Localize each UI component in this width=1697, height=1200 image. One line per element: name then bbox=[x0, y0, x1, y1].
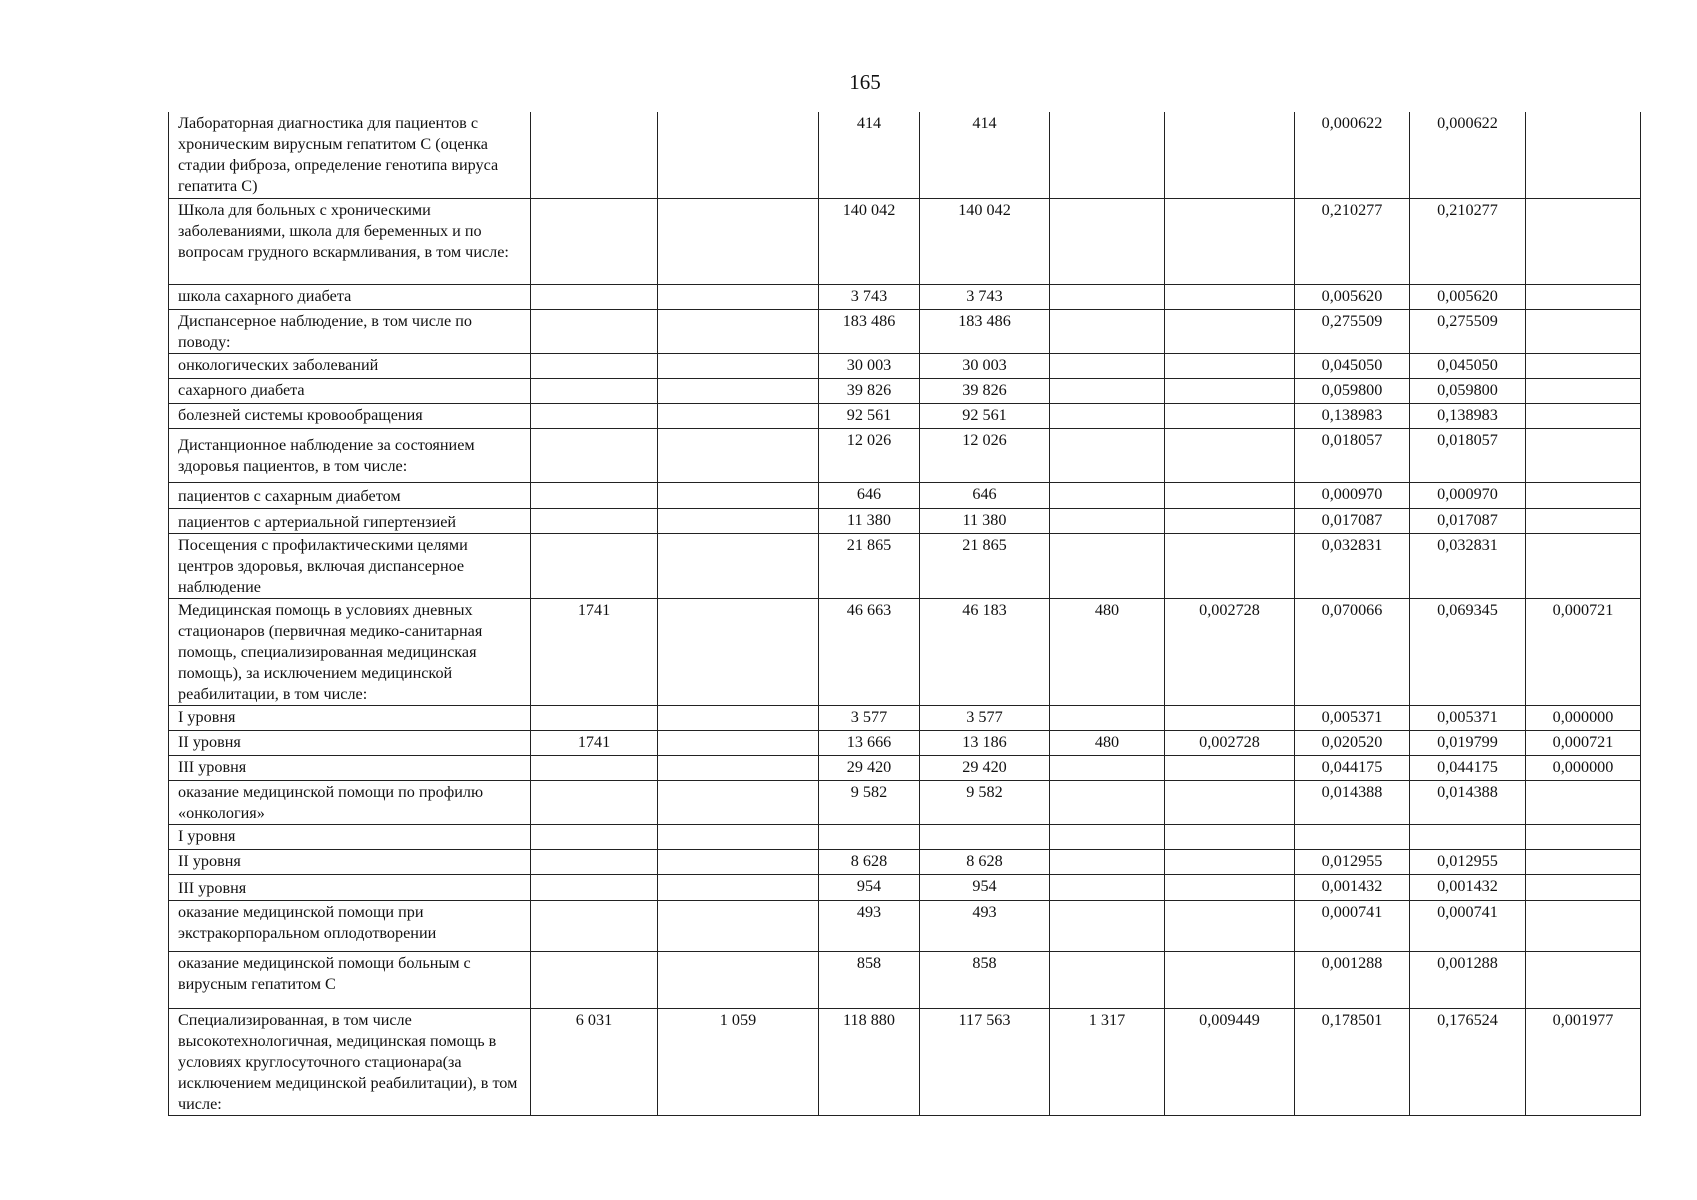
table-row bbox=[169, 482, 1641, 508]
cell bbox=[531, 403, 658, 428]
cell: 414 bbox=[920, 112, 1050, 198]
cell: 0,000741 bbox=[1295, 900, 1410, 951]
cell: 480 bbox=[1050, 730, 1165, 755]
cell bbox=[658, 874, 819, 900]
cell bbox=[1526, 508, 1641, 533]
cell bbox=[1165, 482, 1295, 508]
cell: 0,000000 bbox=[1526, 755, 1641, 780]
cell bbox=[819, 824, 920, 849]
cell: 0,014388 bbox=[1295, 780, 1410, 824]
cell: 0,005620 bbox=[1295, 284, 1410, 309]
cell bbox=[658, 900, 819, 951]
cell: 0,000622 bbox=[1410, 112, 1526, 198]
cell bbox=[1050, 353, 1165, 378]
table-row bbox=[169, 900, 1641, 951]
cell bbox=[1050, 482, 1165, 508]
cell bbox=[531, 378, 658, 403]
table-row bbox=[169, 598, 1641, 705]
cell bbox=[658, 403, 819, 428]
cell bbox=[1165, 112, 1295, 198]
cell: 9 582 bbox=[819, 780, 920, 824]
cell bbox=[1165, 874, 1295, 900]
cell bbox=[658, 508, 819, 533]
cell: 140 042 bbox=[819, 198, 920, 284]
cell bbox=[1526, 428, 1641, 482]
cell bbox=[1526, 353, 1641, 378]
cell: 0,044175 bbox=[1410, 755, 1526, 780]
cell: 0,045050 bbox=[1410, 353, 1526, 378]
cell bbox=[658, 198, 819, 284]
cell bbox=[531, 198, 658, 284]
cell bbox=[1410, 824, 1526, 849]
cell bbox=[1165, 428, 1295, 482]
row-label: болезней системы кровообращения bbox=[169, 403, 531, 428]
row-label: Медицинская помощь в условиях дневных стационаров (первичная медико-санитарная помощь, специализированная медицинская помощь), за исключением медицинской реабилитации, в том числе: bbox=[169, 598, 531, 705]
row-label: II уровня bbox=[169, 849, 531, 874]
cell: 646 bbox=[920, 482, 1050, 508]
cell: 12 026 bbox=[920, 428, 1050, 482]
cell: 0,059800 bbox=[1410, 378, 1526, 403]
cell: 0,019799 bbox=[1410, 730, 1526, 755]
cell: 11 380 bbox=[920, 508, 1050, 533]
cell bbox=[658, 353, 819, 378]
cell: 0,000970 bbox=[1295, 482, 1410, 508]
cell bbox=[658, 755, 819, 780]
cell bbox=[1526, 849, 1641, 874]
table-row bbox=[169, 198, 1641, 284]
cell bbox=[1526, 112, 1641, 198]
table-row bbox=[169, 284, 1641, 309]
cell bbox=[531, 533, 658, 598]
cell: 0,000721 bbox=[1526, 598, 1641, 705]
cell: 0,001288 bbox=[1410, 951, 1526, 1008]
cell: 13 666 bbox=[819, 730, 920, 755]
cell bbox=[1165, 951, 1295, 1008]
cell: 954 bbox=[819, 874, 920, 900]
cell: 646 bbox=[819, 482, 920, 508]
table-row bbox=[169, 755, 1641, 780]
row-label: оказание медицинской помощи больным с вирусным гепатитом С bbox=[169, 951, 531, 1008]
table-row bbox=[169, 705, 1641, 730]
cell: 3 577 bbox=[819, 705, 920, 730]
cell bbox=[658, 951, 819, 1008]
cell: 0,044175 bbox=[1295, 755, 1410, 780]
table-row bbox=[169, 309, 1641, 353]
cell: 0,059800 bbox=[1295, 378, 1410, 403]
cell: 8 628 bbox=[920, 849, 1050, 874]
cell bbox=[531, 482, 658, 508]
cell: 13 186 bbox=[920, 730, 1050, 755]
cell: 0,014388 bbox=[1410, 780, 1526, 824]
cell bbox=[531, 508, 658, 533]
cell: 0,032831 bbox=[1410, 533, 1526, 598]
cell bbox=[1050, 378, 1165, 403]
cell bbox=[1050, 755, 1165, 780]
cell: 0,210277 bbox=[1295, 198, 1410, 284]
cell: 118 880 bbox=[819, 1008, 920, 1115]
cell bbox=[1526, 900, 1641, 951]
cell: 0,001432 bbox=[1295, 874, 1410, 900]
row-label: сахарного диабета bbox=[169, 378, 531, 403]
cell: 0,275509 bbox=[1410, 309, 1526, 353]
cell: 1741 bbox=[531, 598, 658, 705]
row-label: онкологических заболеваний bbox=[169, 353, 531, 378]
cell bbox=[531, 874, 658, 900]
cell bbox=[1295, 824, 1410, 849]
cell: 0,001288 bbox=[1295, 951, 1410, 1008]
cell: 39 826 bbox=[819, 378, 920, 403]
cell bbox=[1526, 378, 1641, 403]
cell: 0,178501 bbox=[1295, 1008, 1410, 1115]
cell bbox=[1050, 428, 1165, 482]
cell: 3 577 bbox=[920, 705, 1050, 730]
row-label: пациентов с сахарным диабетом bbox=[169, 482, 531, 508]
cell: 11 380 bbox=[819, 508, 920, 533]
cell bbox=[531, 284, 658, 309]
cell: 0,069345 bbox=[1410, 598, 1526, 705]
row-label: Школа для больных с хроническими заболеваниями, школа для беременных и по вопросам грудного вскармливания, в том числе: bbox=[169, 198, 531, 284]
cell bbox=[1526, 482, 1641, 508]
row-label: III уровня bbox=[169, 755, 531, 780]
cell bbox=[1526, 824, 1641, 849]
cell bbox=[658, 598, 819, 705]
cell: 21 865 bbox=[819, 533, 920, 598]
table-row bbox=[169, 533, 1641, 598]
cell: 0,045050 bbox=[1295, 353, 1410, 378]
cell bbox=[1526, 403, 1641, 428]
cell bbox=[1050, 284, 1165, 309]
row-label: Специализированная, в том числе высокотехнологичная, медицинская помощь в условиях круглосуточного стационара(за исключением медицинской реабилитации), в том числе: bbox=[169, 1008, 531, 1115]
cell bbox=[531, 951, 658, 1008]
table-row bbox=[169, 849, 1641, 874]
cell bbox=[1050, 403, 1165, 428]
cell bbox=[531, 428, 658, 482]
cell: 0,020520 bbox=[1295, 730, 1410, 755]
cell bbox=[1165, 705, 1295, 730]
cell bbox=[1165, 198, 1295, 284]
cell bbox=[1050, 849, 1165, 874]
cell bbox=[1050, 198, 1165, 284]
cell: 30 003 bbox=[920, 353, 1050, 378]
table-row bbox=[169, 824, 1641, 849]
table-row bbox=[169, 730, 1641, 755]
table-row bbox=[169, 378, 1641, 403]
cell: 183 486 bbox=[920, 309, 1050, 353]
cell bbox=[1050, 780, 1165, 824]
cell bbox=[658, 428, 819, 482]
cell: 29 420 bbox=[819, 755, 920, 780]
cell: 0,000000 bbox=[1526, 705, 1641, 730]
cell: 39 826 bbox=[920, 378, 1050, 403]
row-label: Посещения с профилактическими целями центров здоровья, включая диспансерное наблюдение bbox=[169, 533, 531, 598]
cell bbox=[1526, 284, 1641, 309]
table-row bbox=[169, 508, 1641, 533]
cell bbox=[658, 780, 819, 824]
cell: 1 317 bbox=[1050, 1008, 1165, 1115]
cell: 493 bbox=[920, 900, 1050, 951]
cell bbox=[1050, 824, 1165, 849]
table-row bbox=[169, 112, 1641, 198]
table-row bbox=[169, 353, 1641, 378]
row-label: Лабораторная диагностика для пациентов с хроническим вирусным гепатитом С (оценка стадии фиброза, определение генотипа вируса гепатита С) bbox=[169, 112, 531, 198]
cell bbox=[531, 309, 658, 353]
cell bbox=[658, 284, 819, 309]
cell bbox=[658, 849, 819, 874]
cell bbox=[1526, 780, 1641, 824]
cell: 0,000741 bbox=[1410, 900, 1526, 951]
cell bbox=[658, 378, 819, 403]
cell bbox=[1165, 533, 1295, 598]
cell: 0,210277 bbox=[1410, 198, 1526, 284]
cell bbox=[531, 780, 658, 824]
cell: 0,001432 bbox=[1410, 874, 1526, 900]
cell: 92 561 bbox=[819, 403, 920, 428]
cell bbox=[1526, 874, 1641, 900]
cell: 0,009449 bbox=[1165, 1008, 1295, 1115]
cell bbox=[531, 755, 658, 780]
cell: 858 bbox=[920, 951, 1050, 1008]
table-row bbox=[169, 403, 1641, 428]
row-label: I уровня bbox=[169, 705, 531, 730]
cell bbox=[658, 533, 819, 598]
cell: 0,005371 bbox=[1410, 705, 1526, 730]
cell bbox=[1165, 900, 1295, 951]
cell bbox=[1526, 951, 1641, 1008]
row-label: III уровня bbox=[169, 874, 531, 900]
cell: 493 bbox=[819, 900, 920, 951]
row-label: I уровня bbox=[169, 824, 531, 849]
table-row bbox=[169, 951, 1641, 1008]
cell: 6 031 bbox=[531, 1008, 658, 1115]
cell bbox=[531, 705, 658, 730]
cell: 21 865 bbox=[920, 533, 1050, 598]
cell: 1 059 bbox=[658, 1008, 819, 1115]
cell bbox=[658, 112, 819, 198]
cell bbox=[1050, 533, 1165, 598]
cell bbox=[1050, 951, 1165, 1008]
statistics-table bbox=[168, 112, 1641, 1116]
cell bbox=[1526, 533, 1641, 598]
cell: 0,275509 bbox=[1295, 309, 1410, 353]
cell: 0,000622 bbox=[1295, 112, 1410, 198]
cell bbox=[1165, 378, 1295, 403]
cell bbox=[1165, 780, 1295, 824]
cell bbox=[920, 824, 1050, 849]
cell: 46 183 bbox=[920, 598, 1050, 705]
cell: 30 003 bbox=[819, 353, 920, 378]
cell bbox=[1050, 705, 1165, 730]
cell bbox=[658, 705, 819, 730]
cell: 480 bbox=[1050, 598, 1165, 705]
cell: 0,070066 bbox=[1295, 598, 1410, 705]
row-label: пациентов с артериальной гипертензией bbox=[169, 508, 531, 533]
cell bbox=[1526, 198, 1641, 284]
cell: 0,138983 bbox=[1295, 403, 1410, 428]
cell: 0,018057 bbox=[1295, 428, 1410, 482]
cell: 0,012955 bbox=[1410, 849, 1526, 874]
cell bbox=[1526, 309, 1641, 353]
row-label: оказание медицинской помощи по профилю «онкология» bbox=[169, 780, 531, 824]
cell bbox=[1050, 900, 1165, 951]
cell: 29 420 bbox=[920, 755, 1050, 780]
cell: 140 042 bbox=[920, 198, 1050, 284]
table-row bbox=[169, 780, 1641, 824]
table-row bbox=[169, 1008, 1641, 1115]
cell: 0,000970 bbox=[1410, 482, 1526, 508]
row-label: II уровня bbox=[169, 730, 531, 755]
cell bbox=[1165, 353, 1295, 378]
cell bbox=[1165, 755, 1295, 780]
cell bbox=[531, 824, 658, 849]
row-label: оказание медицинской помощи при экстракорпоральном оплодотворении bbox=[169, 900, 531, 951]
cell: 183 486 bbox=[819, 309, 920, 353]
cell: 858 bbox=[819, 951, 920, 1008]
cell: 414 bbox=[819, 112, 920, 198]
table-row bbox=[169, 874, 1641, 900]
cell: 3 743 bbox=[819, 284, 920, 309]
cell: 954 bbox=[920, 874, 1050, 900]
cell bbox=[1050, 508, 1165, 533]
cell: 0,000721 bbox=[1526, 730, 1641, 755]
cell bbox=[531, 849, 658, 874]
cell bbox=[658, 309, 819, 353]
cell bbox=[1165, 309, 1295, 353]
cell bbox=[658, 824, 819, 849]
cell bbox=[658, 482, 819, 508]
cell: 0,017087 bbox=[1295, 508, 1410, 533]
cell: 0,005620 bbox=[1410, 284, 1526, 309]
cell: 1741 bbox=[531, 730, 658, 755]
cell: 0,176524 bbox=[1410, 1008, 1526, 1115]
cell bbox=[1165, 849, 1295, 874]
cell: 0,138983 bbox=[1410, 403, 1526, 428]
cell bbox=[1165, 284, 1295, 309]
cell bbox=[1050, 309, 1165, 353]
cell: 92 561 bbox=[920, 403, 1050, 428]
cell bbox=[531, 112, 658, 198]
row-label: школа сахарного диабета bbox=[169, 284, 531, 309]
cell: 117 563 bbox=[920, 1008, 1050, 1115]
cell: 12 026 bbox=[819, 428, 920, 482]
row-label: Диспансерное наблюдение, в том числе по поводу: bbox=[169, 309, 531, 353]
table-row bbox=[169, 428, 1641, 482]
cell: 46 663 bbox=[819, 598, 920, 705]
cell: 0,018057 bbox=[1410, 428, 1526, 482]
cell bbox=[531, 900, 658, 951]
cell: 3 743 bbox=[920, 284, 1050, 309]
cell bbox=[1165, 508, 1295, 533]
cell: 9 582 bbox=[920, 780, 1050, 824]
row-label: Дистанционное наблюдение за состоянием здоровья пациентов, в том числе: bbox=[169, 428, 531, 482]
cell bbox=[1165, 403, 1295, 428]
cell: 0,032831 bbox=[1295, 533, 1410, 598]
cell bbox=[531, 353, 658, 378]
cell bbox=[1050, 112, 1165, 198]
cell: 8 628 bbox=[819, 849, 920, 874]
cell bbox=[1165, 824, 1295, 849]
cell bbox=[658, 730, 819, 755]
cell: 0,017087 bbox=[1410, 508, 1526, 533]
cell bbox=[1050, 874, 1165, 900]
cell: 0,002728 bbox=[1165, 598, 1295, 705]
cell: 0,001977 bbox=[1526, 1008, 1641, 1115]
cell: 0,005371 bbox=[1295, 705, 1410, 730]
cell: 0,012955 bbox=[1295, 849, 1410, 874]
cell: 0,002728 bbox=[1165, 730, 1295, 755]
page-number: 165 bbox=[849, 70, 881, 94]
